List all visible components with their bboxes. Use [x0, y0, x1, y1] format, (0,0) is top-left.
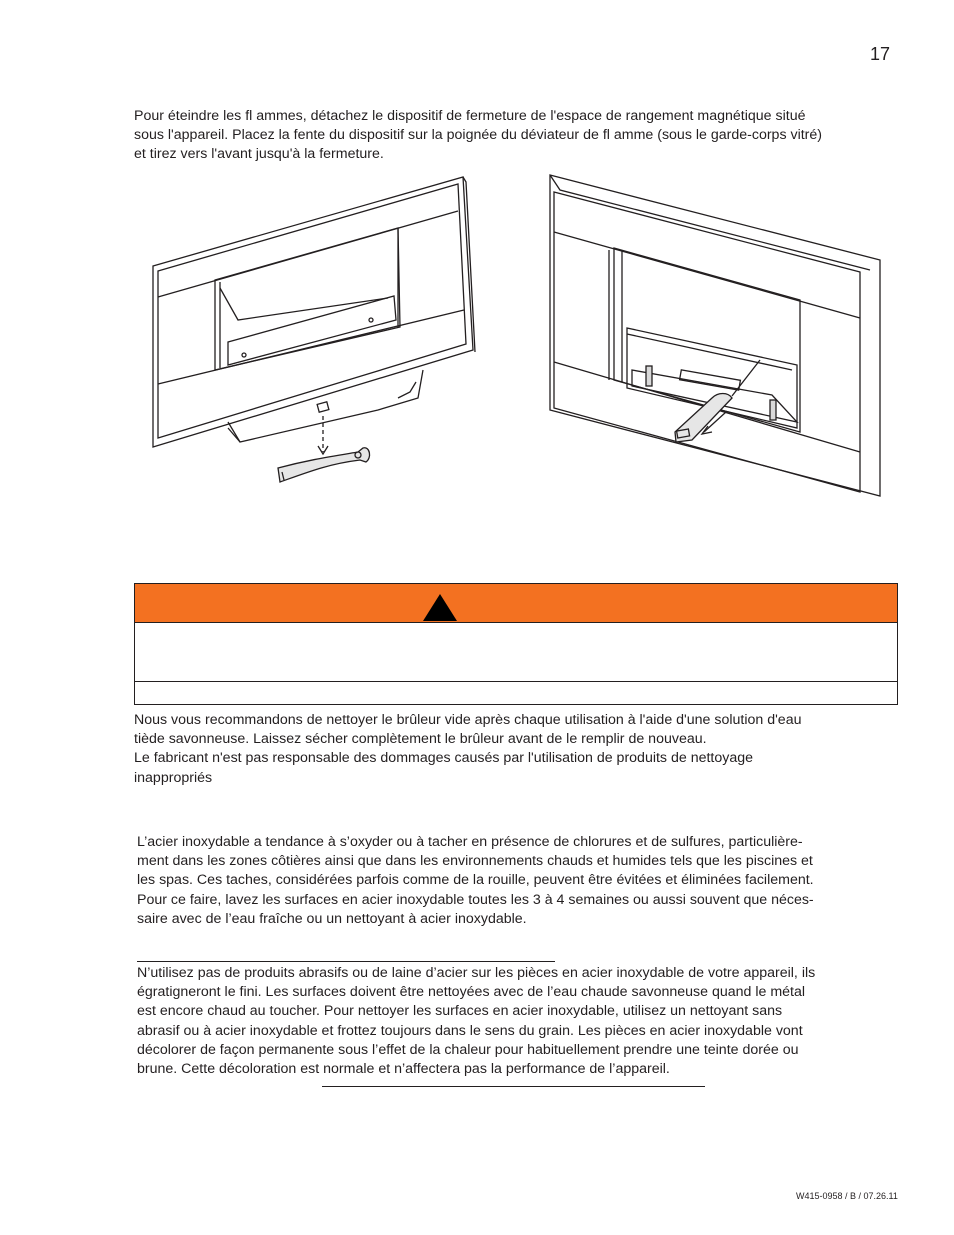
burner-line: Le fabricant n'est pas responsable des dommages causés par l'utilisation de produits de nettoyage: [134, 750, 754, 767]
stainless-line: L’acier inoxydable a tendance à s’oxyder ou à tacher en présence de chlorures et de sulfures, particulière-: [137, 834, 803, 850]
stainless-line: égratigneront le fini. Les surfaces doivent être nettoyées avec de l’eau chaude savonneuse quand le métal: [137, 984, 806, 1001]
warning-divider: [135, 681, 897, 682]
stainless-line: ment dans les zones côtières ainsi que dans les environnements chauds et humides tels que les piscines et: [137, 853, 813, 870]
burner-line: inappropriés: [134, 769, 213, 786]
burner-cleaning-paragraph: [134, 711, 894, 788]
stainless-line: brune. Cette décoloration est normale et n’affectera pas la performance de l’appareil.: [137, 1061, 670, 1078]
section-divider: [137, 961, 555, 962]
stainless-line: Pour ce faire, lavez les surfaces en acier inoxydable toutes les 3 à 4 semaines ou aussi souvent que néces-: [137, 891, 814, 908]
warning-header-band: [134, 583, 898, 623]
warning-triangle-icon: [421, 592, 459, 622]
stainless-line: saire avec de l’eau fraîche ou un nettoyant à acier inoxydable.: [137, 910, 527, 927]
intro-line: et tirez vers l'avant jusqu'à la fermeture.: [134, 146, 384, 163]
stainless-line: abrasif ou à acier inoxydable et frottez toujours dans le sens du grain. Les pièces en acier inoxydable vont: [137, 1022, 803, 1039]
stainless-line: N’utilisez pas de produits abrasifs ou de laine d’acier sur les pièces en acier inoxydable de votre appareil, ils: [137, 965, 816, 981]
intro-line: Pour éteindre les fl ammes, détachez le dispositif de fermeture de l'espace de rangement magnétique situé: [134, 108, 806, 124]
stainless-line: décolorer de façon permanente sous l’effet de la chaleur pour habituellement prendre une teinte dorée ou: [137, 1041, 799, 1058]
warning-body: [134, 623, 898, 705]
warning-box: [134, 583, 898, 705]
stainless-cleaning-paragraph: [137, 964, 897, 1079]
stainless-line: est encore chaud au toucher. Pour nettoyer les surfaces en acier inoxydable, utilisez un nettoyant sans: [137, 1003, 783, 1020]
page-number: 17: [870, 44, 891, 64]
fireplace-closing-illustration: [542, 170, 886, 510]
intro-paragraph: [134, 107, 924, 165]
document-reference: W415-0958 / B / 07.26.11: [796, 1191, 898, 1201]
stainless-line: les spas. Ces taches, considérées parfois comme de la rouille, peuvent être évitées et éliminées facilement.: [137, 872, 814, 889]
intro-line: sous l'appareil. Placez la fente du dispositif sur la poignée du déviateur de fl amme (sous le garde-corps vitré): [134, 127, 823, 144]
burner-line: Nous vous recommandons de nettoyer le brûleur vide après chaque utilisation à l'aide d'une solution d'eau: [134, 712, 802, 728]
stainless-corrosion-paragraph: [137, 833, 897, 929]
section-divider: [322, 1086, 705, 1087]
fireplace-storage-illustration: [148, 170, 478, 500]
burner-line: tiède savonneuse. Laissez sécher complètement le brûleur avant de le remplir de nouveau.: [134, 731, 707, 748]
